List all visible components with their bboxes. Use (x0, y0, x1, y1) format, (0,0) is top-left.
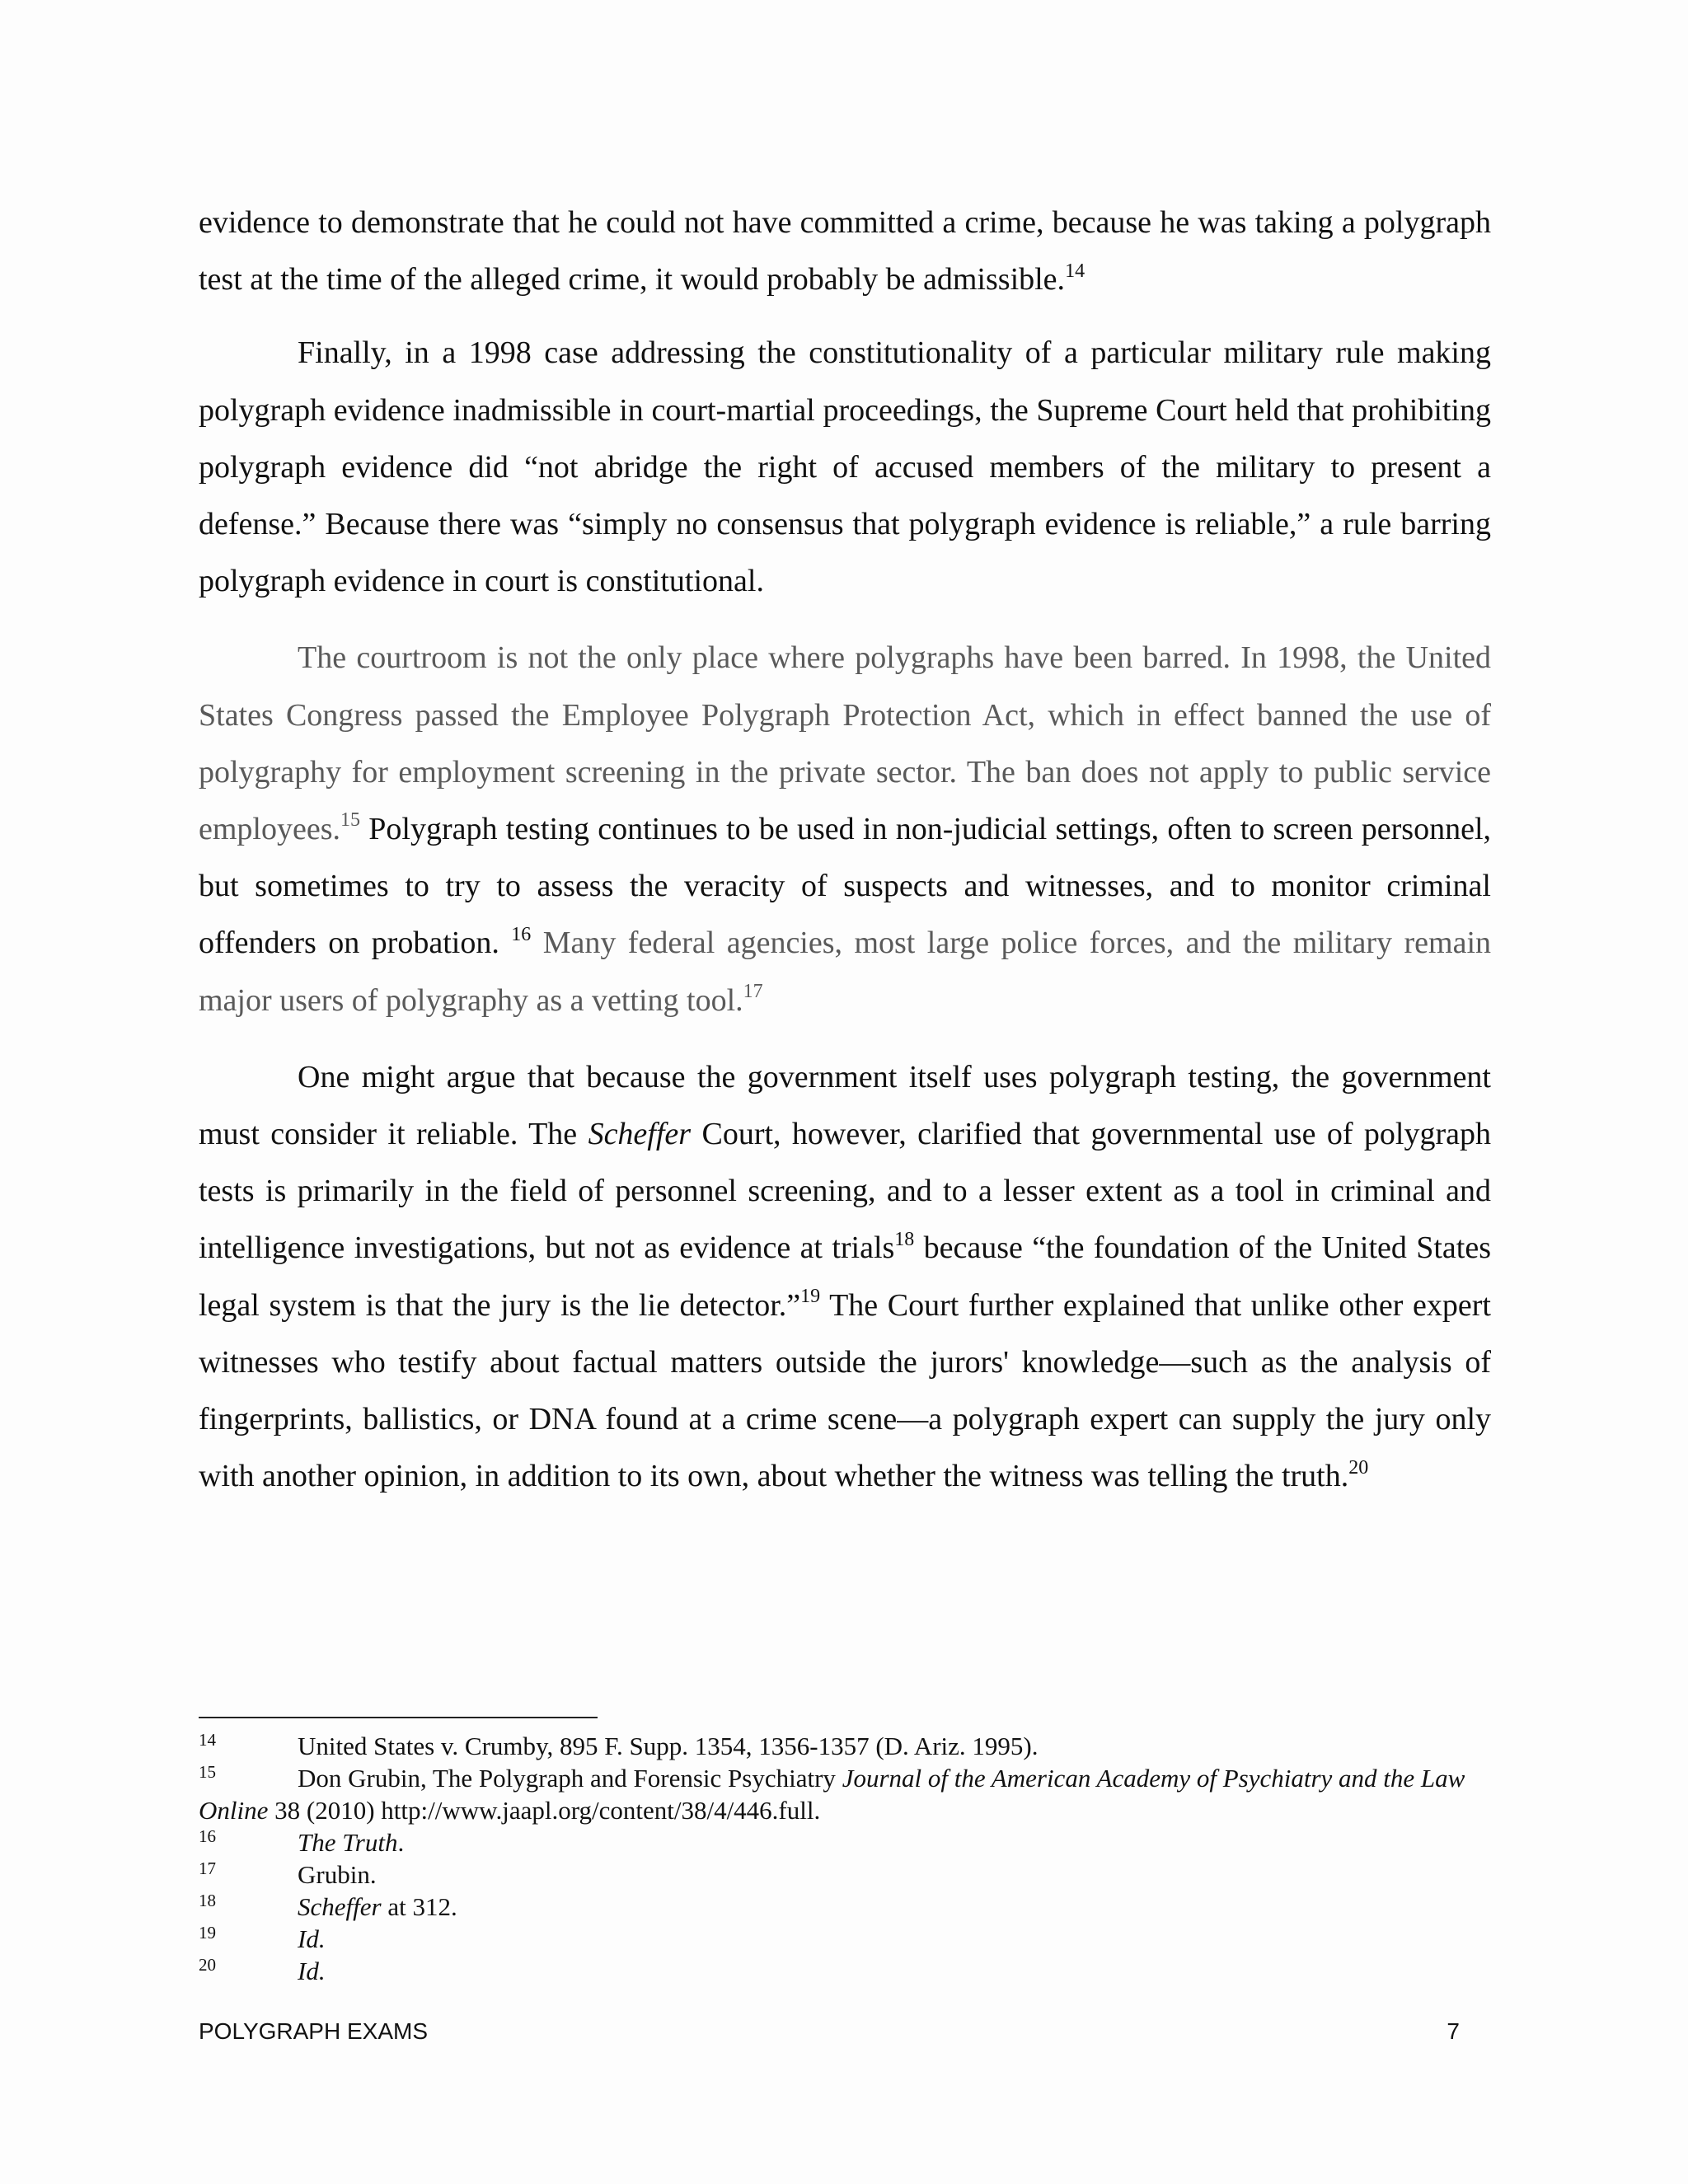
footnote-number: 17 (199, 1858, 216, 1878)
footnote-ref-14[interactable]: 14 (1065, 260, 1085, 282)
paragraph-text: because “the foundation of the United States legal system is that the jury is the lie detector.” (199, 1230, 1491, 1323)
footnote-text (199, 1730, 1491, 1762)
paragraph-text: Polygraph testing continues to be used in non-judicial settings, often to screen personnel, but sometimes to try to assess the veracity of suspects and witnesses, and to monitor criminal offenders on probation. (199, 812, 1491, 961)
paragraph-other-settings (199, 630, 1491, 1029)
footnote-number: 18 (199, 1891, 216, 1910)
footnote-text (199, 1923, 1491, 1955)
page-number: 7 (1447, 2018, 1460, 2044)
footnote-citation: Grubin. (298, 1860, 377, 1889)
footnote-italic: Id. (298, 1957, 326, 1985)
footnote-citation: Don Grubin, The Polygraph and Forensic Psychiatry (298, 1764, 842, 1793)
paragraph-text: One might argue that because the government itself uses polygraph testing, the government must consider it reliable. The (199, 1059, 1491, 1152)
footnote-ref-16[interactable]: 16 (511, 923, 532, 945)
footnote-15 (199, 1762, 1491, 1826)
footnote-text (199, 1955, 1491, 1987)
footnote-number: 20 (199, 1955, 216, 1975)
footnote-17 (199, 1858, 1491, 1891)
footnote-ref-17[interactable]: 17 (743, 980, 763, 1002)
paragraph-scheffer (199, 1049, 1491, 1506)
footnote-number: 15 (199, 1762, 216, 1782)
case-name: Scheffer (588, 1117, 692, 1152)
paragraph-admissibility (199, 194, 1491, 308)
footnote-italic: Id. (298, 1924, 326, 1953)
footnote-number: 19 (199, 1923, 216, 1943)
footnote-journal: Journal of the American Academy of Psychiatry and the Law Online (199, 1764, 1465, 1825)
paragraph-text: evidence to demonstrate that he could not have committed a crime, because he was taking a polygraph test at the time of the alleged crime, it would probably be admissible. (199, 205, 1491, 298)
footnote-ref-19[interactable]: 19 (800, 1286, 821, 1307)
footnote-text (199, 1858, 1491, 1891)
footnote-italic: Scheffer (298, 1892, 382, 1921)
footer-title: POLYGRAPH EXAMS (199, 2018, 429, 2044)
footnote-18 (199, 1891, 1491, 1923)
footnote-20 (199, 1955, 1491, 1987)
footnote-14 (199, 1730, 1491, 1762)
footnote-citation: . (397, 1828, 405, 1857)
footnote-text (199, 1891, 1491, 1923)
paragraph-text: Finally, in a 1998 case addressing the constitutionality of a particular military rule making polygraph evidence inadmissible in court-martial proceedings, the Supreme Court held that prohibiting polygraph evidence did “not abridge the right of accused members of the military to present a defense.” Because there was “simply no consensus that polygraph evidence is reliable,” a rule barring polygraph evidence in court is constitutional. (199, 335, 1491, 599)
document-body (199, 194, 1491, 1505)
footnote-16 (199, 1826, 1491, 1858)
paragraph-text: The Court further explained that unlike other expert witnesses who testify about factual matters outside the jurors' knowledge—such as the analysis of fingerprints, ballistics, or DNA found at a crime scene—a polygraph expert can supply the jury only with another opinion, in addition to its own, about whether the witness was telling the truth. (199, 1287, 1491, 1494)
footnote-text (199, 1826, 1491, 1858)
footnote-ref-18[interactable]: 18 (894, 1228, 915, 1250)
paragraph-text-gray: Many federal agencies, most large police forces, and the military remain major users of polygraphy as a vetting tool. (199, 926, 1491, 1018)
footnote-number: 16 (199, 1826, 216, 1846)
footnote-number: 14 (199, 1730, 216, 1750)
paragraph-supreme-court (199, 325, 1491, 610)
footnote-text (199, 1762, 1491, 1826)
footnote-19 (199, 1923, 1491, 1955)
footnotes (199, 1730, 1491, 1987)
footnote-citation-link[interactable]: 38 (2010) http://www.jaapl.org/content/38/4/446.full. (268, 1796, 821, 1825)
page-footer (199, 2018, 1460, 2046)
footnote-citation: at 312. (381, 1892, 457, 1921)
footnote-italic: The Truth (298, 1828, 398, 1857)
footnote-citation: United States v. Crumby, 895 F. Supp. 1354, 1356-1357 (D. Ariz. 1995). (298, 1732, 1039, 1760)
paragraph-text: Court, however, clarified that governmental use of polygraph tests is primarily in the field of personnel screening, and to a lesser extent as a tool in criminal and intelligence investigations, but not as evidence at trials (199, 1117, 1491, 1266)
footnote-divider (199, 1717, 598, 1718)
footnote-ref-20[interactable]: 20 (1348, 1456, 1369, 1479)
paragraph-text-gray: The courtroom is not the only place where polygraphs have been barred. In 1998, the United States Congress passed the Employee Polygraph Protection Act, which in effect banned the use of polygraphy for employment screening in the private sector. The ban does not apply to public service employees. (199, 640, 1491, 847)
footnote-ref-15[interactable]: 15 (340, 809, 361, 832)
